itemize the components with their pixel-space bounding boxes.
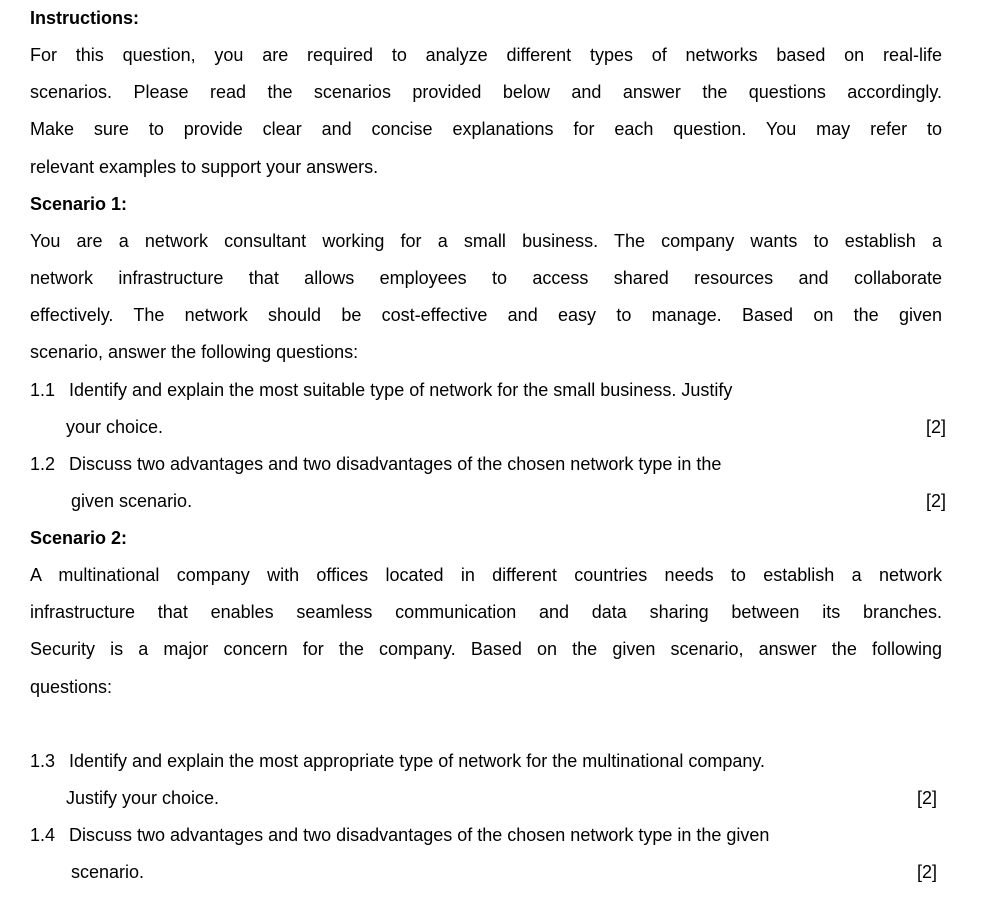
scenario-1-heading: Scenario 1: [30,194,128,214]
scenario-2-line-4: questions: [30,677,113,697]
question-1-4-continuation: scenario. [71,862,145,882]
question-text: Discuss two advantages and two disadvantages of the chosen network type in the given [69,825,770,845]
question-number: 1.1 [30,380,56,400]
question-number: 1.3 [30,751,56,771]
question-1-2-marks: [2] [926,491,947,511]
question-1-4-marks: [2] [917,862,938,882]
question-1-2-continuation: given scenario. [71,491,193,511]
question-1-3 [30,750,765,772]
question-1-3-marks: [2] [917,788,938,808]
instructions-line-4: relevant examples to support your answers. [30,157,379,177]
question-1-1 [30,379,732,401]
scenario-2-line-2: infrastructure that enables seamless communication and data sharing between its branches. [30,602,942,622]
instructions-line-1: For this question, you are required to analyze different types of networks based on real-life [30,45,942,65]
question-number: 1.4 [30,825,56,845]
question-1-3-continuation: Justify your choice. [66,788,220,808]
scenario-1-line-2: network infrastructure that allows employees to access shared resources and collaborate [30,268,942,288]
question-1-1-marks: [2] [926,417,947,437]
question-text: Discuss two advantages and two disadvantages of the chosen network type in the [69,454,722,474]
question-number: 1.2 [30,454,56,474]
scenario-2-heading: Scenario 2: [30,528,128,548]
instructions-line-2: scenarios. Please read the scenarios provided below and answer the questions accordingly. [30,82,942,102]
instructions-heading: Instructions: [30,8,140,28]
question-1-2 [30,453,721,475]
question-1-4 [30,824,769,846]
scenario-2-line-1: A multinational company with offices located in different countries needs to establish a network [30,565,942,585]
question-1-1-continuation: your choice. [66,417,164,437]
scenario-1-line-3: effectively. The network should be cost-effective and easy to manage. Based on the given [30,305,942,325]
scenario-1-line-4: scenario, answer the following questions: [30,342,359,362]
scenario-1-line-1: You are a network consultant working for a small business. The company wants to establish a [30,231,942,251]
question-text: Identify and explain the most appropriate type of network for the multinational company. [69,751,766,771]
scenario-2-line-3: Security is a major concern for the company. Based on the given scenario, answer the following [30,639,942,659]
question-text: Identify and explain the most suitable type of network for the small business. Justify [69,380,733,400]
instructions-line-3: Make sure to provide clear and concise explanations for each question. You may refer to [30,119,942,139]
